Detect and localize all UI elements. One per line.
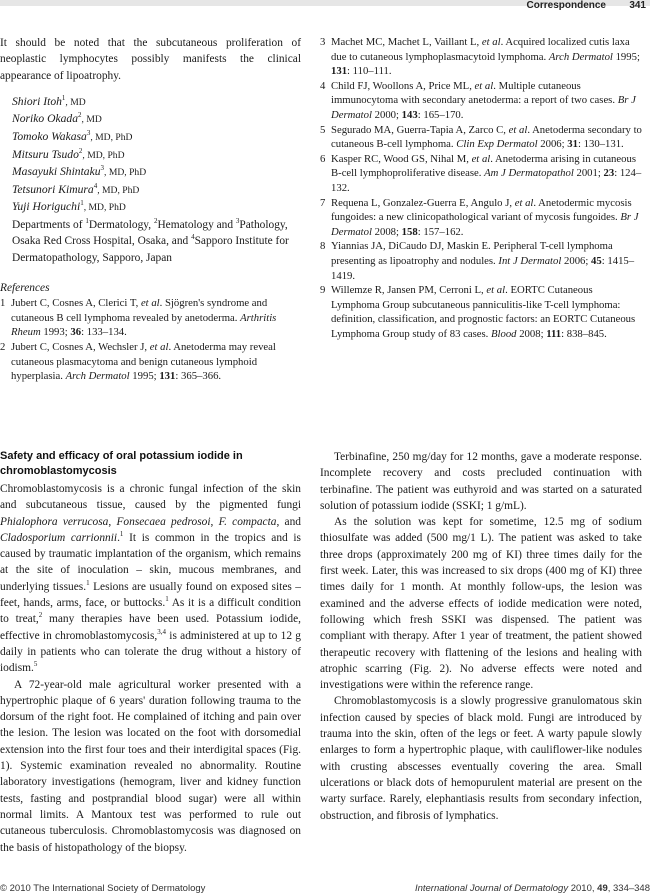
body-paragraph: Terbinafine, 250 mg/day for 12 months, gave a moderate response. Incomplete recovery and costs precluded continuation with terbinafine. The patient was euthyroid and was started on a saturated solution of potassium iodide (SSKI; 1 g/mL). [320, 451, 642, 512]
author: Tetsunori Kimura$^4$, MD, PhD [12, 182, 140, 196]
author: Noriko Okada$^2$, MD [12, 111, 102, 126]
article-right-column [320, 449, 642, 824]
article-title: Safety and efficacy of oral potassium iodide in chromoblastomycosis [0, 450, 243, 477]
body-paragraph: Chromoblastomycosis is a chronic fungal infection of the skin and subcutaneous tissue, caused by the pigmented fungi Phialophora verrucosa, Fonsecaea pedrosoi, F. compacta, and Cladosporium carrionnii.$^1$ It is common in the tropics and is caused by traumatic implantation of the organism, which remains at the site of inoculation – skin, mucous membranes, and underlying tissues.$^1$ Lesions are usually found on exposed sites – feet, hands, arms, face, or buttocks.$^1$ As it is a difficult condition to treat,$^2$ many therapies have been used. Potassium iodide, effective in chromoblastomycosis,$^{3,4}$ is administered at up to 12 g daily in patients who can tolerate the drug without a history of iodism.$^5$ [0, 483, 301, 675]
top-left-column [0, 35, 301, 384]
running-header-section: Correspondence [526, 0, 606, 11]
top-right-column [320, 35, 642, 341]
body-paragraph: As the solution was kept for sometime, 12.5 mg of sodium thiosulfate was added (500 mg/1 L). The patient was asked to take three drops (approximately 200 mg of KI) three times daily for the first week. Later, this was increased to six drops (400 mg of KI) three times daily for 1 month. At monthly follow-ups, the lesion was examined and the adverse effects of iodide medication were noted, following which fresh SSKI was dispensed. The patient was compliant with therapy. After 1 year of treatment, the patient showed therapeutic recovery with flattening of the lesions and healing with atrophic scarring (Fig. 2). No adverse effects were noted and investigations were within the reference range. [320, 516, 642, 692]
copyright-footer: © 2010 The International Society of Dermatology [0, 883, 206, 894]
body-paragraph: Chromoblastomycosis is a slowly progressive granulomatous skin infection caused by species of black mold. Fungi are introduced by trauma into the skin, often of the legs or feet. A warty papule slowly enlarges to form a hypertrophic plaque, with cauliflower-like nodules with crusting abscesses eventually covering the area. Small ulcerations or black dots of hemopurulent material are present on the warty surface. Rarely, elephantiasis results from secondary infection, obstruction, and fibrosis of lymphatics. [320, 695, 642, 822]
page-number: 341 [629, 0, 646, 11]
reference-item: 5 Segurado MA, Guerra-Tapia A, Zarco C, et al. Anetoderma secondary to cutaneous B-cell lymphoma. Clin Exp Dermatol 2006; 31: 130–131. [320, 123, 642, 151]
reference-item: 9 Willemze R, Jansen PM, Cerroni L, et al. EORTC Cutaneous Lymphoma Group subcutaneous panniculitis-like T-cell lymphoma: definition, classification, and prognostic factors: an EORTC Cutaneous Lymphoma Group study of 83 cases. Blood 2008; 111: 838–845. [320, 284, 636, 340]
references-heading: References [0, 281, 50, 294]
author: Shiori Itoh$^1$, MD [12, 94, 86, 108]
author-list [0, 94, 301, 217]
author: Mitsuru Tsudo$^2$, MD, PhD [12, 146, 125, 161]
author: Masayuki Shintaku$^3$, MD, PhD [12, 164, 147, 179]
reference-item: 1 Jubert C, Cosnes A, Clerici T, et al. Sjögren's syndrome and cutaneous B cell lymphoma revealed by anetoderma. Arthritis Rheum 1993; 36: 133–134. [0, 297, 277, 339]
reference-item: 2 Jubert C, Cosnes A, Wechsler J, et al. Anetoderma may reveal cutaneous plasmacytoma and benign cutaneous lymphoid hyperplasia. Arch Dermatol 1995; 131: 365–366. [0, 341, 276, 383]
author: Yuji Horiguchi$^1$, MD, PhD [12, 199, 126, 214]
article-left-column [0, 481, 301, 856]
affiliations: Departments of $^1$Dermatology, $^2$Hematology and $^3$Pathology, Osaka Red Cross Hospital, Osaka, and $^4$Sapporo Institute for Dermatopathology, Sapporo, Japan [12, 217, 289, 264]
intro-paragraph: It should be noted that the subcutaneous proliferation of neoplastic lymphocytes possibly manifests the clinical appearance of lipoatrophy. [0, 37, 301, 82]
reference-item: 4 Child FJ, Woollons A, Price ML, et al. Multiple cutaneous immunocytoma with secondary anetoderma: a report of two cases. Br J Dermatol 2000; 143: 165–170. [320, 79, 636, 121]
body-paragraph: A 72-year-old male agricultural worker presented with a hypertrophic plaque of 6 years' duration following trauma to the dorsum of the right foot. He complained of itching and pain over the lesion. The lesion was located on the foot with dorsomedial extension into the first four toes and their interdigital spaces (Fig. 1). Systemic examination revealed no abnormality. Routine laboratory investigations (hemogram, liver and kidney function tests, fasting and postprandial blood sugar) were all within normal limits. A Mantoux test was performed to rule out cutaneous tuberculosis. Chromoblastomycosis was diagnosed on the basis of histopathology of the biopsy. [0, 678, 301, 854]
reference-item: 7 Requena L, Gonzalez-Guerra E, Angulo J, et al. Anetodermic mycosis fungoides: a new clinicopathological variant of mycosis fungoides. Br J Dermatol 2008; 158: 157–162. [320, 196, 639, 238]
reference-item: 3 Machet MC, Machet L, Vaillant L, et al. Acquired localized cutis laxa due to cutaneous lymphoplasmacytoid lymphoma. Arch Dermatol 1995; 131: 110–111. [320, 36, 640, 78]
journal-citation-footer: International Journal of Dermatology 2010, 49, 334–348 [414, 883, 650, 894]
reference-item: 6 Kasper RC, Wood GS, Nihal M, et al. Anetoderma arising in cutaneous B-cell lymphoproliferative disease. Am J Dermatopathol 2001; 23: 124–132. [320, 152, 642, 194]
author: Tomoko Wakasa$^3$, MD, PhD [12, 129, 133, 144]
reference-item: 8 Yiannias JA, DiCaudo DJ, Maskin E. Peripheral T-cell lymphoma presenting as lipoatrophy and nodules. Int J Dermatol 2006; 45: 1415–1419. [320, 240, 635, 282]
